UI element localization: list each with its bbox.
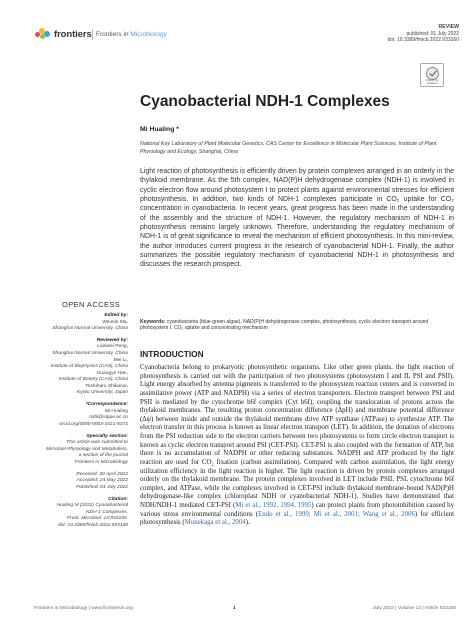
reviewed-by-block — [4, 338, 128, 397]
author-affiliation: National Key Laboratory of Plant Molecular Genetics, CAS Center for Excellence in Molecular Plant Sciences, Institute of Plant Physiology and Ecology, Shanghai, China — [140, 141, 437, 155]
introduction-heading: INTRODUCTION — [140, 349, 204, 359]
published-date: published: 01 July 2022 — [406, 30, 459, 37]
specialty-label: Specialty section: — [86, 433, 128, 439]
citation-line: Hualing M (2022) Cyanobacterial — [56, 503, 128, 509]
check-for-updates-badge[interactable] — [420, 63, 444, 87]
check-badge-label: Check for updates — [425, 78, 439, 86]
edited-by-block — [4, 313, 128, 333]
reviewer-name: Mei Li, — [113, 357, 128, 363]
keywords-text: cyanobacteria (blue-green algae), NAD(P)H dehydrogenase complex, photosynthesis, cyclic electron transport around photosystem I, CO₂ uptake and concentrating mechanism — [140, 319, 429, 332]
author-name[interactable]: Mi Hualing * — [140, 126, 179, 133]
edited-by-label: Edited by: — [104, 313, 128, 318]
published-date-sidebar: Published: 01 July 2022 — [76, 484, 128, 490]
reviewer-name: Lianwei Peng, — [97, 344, 128, 350]
journal-name[interactable]: Frontiers in Microbiology — [96, 31, 167, 38]
reviewer-name: Toshiharu Shikanai, — [85, 383, 128, 389]
correspondent-name: Mi Hualing — [104, 408, 128, 414]
editor-name: Weimin Ma, — [102, 319, 128, 325]
footer-journal[interactable]: Frontiers in Microbiology | www.frontiersin.org — [34, 606, 133, 611]
accepted-date: Accepted: 24 May 2022 — [76, 478, 128, 484]
received-date: Received: 30 April 2022 — [76, 471, 128, 477]
open-access-label: OPEN ACCESS — [62, 300, 121, 309]
specialty-line: This article was submitted to — [66, 440, 128, 446]
logo-text: frontiers — [54, 28, 92, 40]
specialty-line: Frontiers in Microbiology — [74, 459, 128, 465]
article-title: Cyanobacterial NDH-1 Complexes — [140, 93, 390, 110]
specialty-block — [4, 434, 128, 467]
citation-link[interactable]: Munekaga et al., 2004 — [184, 519, 246, 527]
page-header — [0, 0, 474, 86]
keywords — [140, 319, 450, 332]
page-number: 1 — [233, 606, 236, 611]
citation-block — [4, 497, 128, 530]
doi[interactable]: doi: 10.3389/fmicb.2022.933160 — [387, 37, 459, 44]
citation-link[interactable]: Endo et al., 1999; Mi et al., 2001; Wang et al., 2006 — [258, 510, 415, 518]
citation-link[interactable]: Mi et al., 1992, 1994, 1995 — [235, 502, 312, 509]
editor-affiliation: Shanghai Normal University, China — [52, 326, 128, 332]
article-info-sidebar — [4, 313, 128, 535]
specialty-line: a section of the journal — [78, 453, 128, 459]
introduction-body: Cyanobacteria belong to prokaryotic photosynthetic organisms. Like other green plants, the light reaction of photosynthesis is carried out with the participation of two photosystems (photosystem I and II, PSI and PSII). Light energy absorbed by antenna pigments is transferred to the photosystem reaction centers and is converted to assimilative power (ATP and NADPH) via a series of electron transporters. Electron transport between PSI and PSII is mediated by the cytochrome b6f complex (Cyt b6f), coupling the translocation of protons across the thylakoid membranes. The resulting proton concentration difference (ΔpH) and membrane potential difference (Δψ) between inside and outside the thylakoid membrane drive ATP synthase (ATPase) to synthesize ATP. The electron transfer in this process is known as linear electron transport (LET). In addition, the donation of electrons from the PSI reduction side to the electron carriers between two photosystems to form circle electron transport is known as cyclic electron transport around PSI (CET-PSI). CET-PSI is also coupled with the formation of ATP, but there is no accumulation of NADPH or other reducing substances. NADPH and ATP produced by the light reaction are used for CO₂ fixation (carbon assimilation). Compared with carbon assimilation, the light energy utilization efficiency in the light reaction is higher. The light reaction is driven by protein complexes arranged orderly on the thylakoid membrane. The protein complexes involved in LET include PSII, PSI, cytochrome b6f complex, and ATPase, while the complexes involved in CET-PSI include thylakoid membrane-bound NAD(P)H dehydrogenase-like complex (chloroplast NDH or cyanobacterial NDH-1). Studies have demonstrated that NDH/NDH-1 mediated CET-PSI (Mi et al., 1992, 1994, 1995) can protect plants from photoinhibition caused by various stress environmental conditions (Endo et al., 1999; Mi et al., 2001; Wang et al., 2006) for efficient photosynthesis (Munekaga et al., 2004). — [140, 364, 455, 527]
reviewed-by-label: Reviewed by: — [96, 337, 128, 343]
citation-line: Front. Microbiol. 13:933160. — [67, 516, 128, 522]
reviewer-affiliation: Institute of Botany (CAS), China — [58, 377, 128, 383]
abstract: Light reaction of photosynthesis is efficiently driven by protein complexes arranged in an orderly in the thylakoid membrane. As the 5th complex, NAD(P)H dehydrogenase complex (NDH-1) is involved in cyclic electron flow around photosystem I to protect plants against environmental stresses for efficient photosynthesis. In addition, two kinds of NDH-1 complexes participate in CO₂ uptake for CO₂ concentration in cyanobacteria. In recent years, great progress has been made in the understanding of the assembly and the structure of NDH-1. However, the regulatory mechanism of NDH-1 in photosynthesis remains largely unknown. Therefore, understanding the regulatory mechanism of NDH-1 is of great significance to reveal the mechanism of efficient photosynthesis. In this mini-review, the author introduces current progress in the research of cyanobacterial NDH-1. Finally, the author summarizes the possible regulatory mechanism of cyanobacterial NDH-1 in photosynthesis and discusses the research prospect. — [140, 168, 454, 269]
frontiers-logo-icon — [35, 28, 51, 40]
article-meta — [388, 24, 459, 44]
specialty-line: Microbial Physiology and Metabolism, — [46, 446, 128, 452]
citation-doi[interactable]: doi: 10.3389/fmicb.2022.933160 — [58, 522, 128, 528]
header-divider — [92, 29, 93, 40]
citation-line: NDH-1 Complexes. — [85, 509, 128, 515]
article-type: REVIEW — [438, 24, 459, 30]
correspondent-orcid[interactable]: orcid.org/0000-0003-1021-8372 — [59, 421, 128, 427]
frontiers-logo[interactable] — [35, 28, 92, 40]
keywords-label: Keywords: — [140, 319, 166, 325]
reviewer-name: Guangye Han, — [96, 370, 128, 376]
citation-label: Citation: — [108, 496, 128, 502]
correspondence-label: *Correspondence: — [85, 402, 128, 408]
correspondence-block — [4, 402, 128, 428]
reviewer-affiliation: Shanghai Normal University, China — [52, 351, 128, 357]
correspondent-email[interactable]: mihl@sippe.ac.cn — [89, 415, 128, 421]
footer-volume: July 2022 | Volume 13 | Article 933160 — [372, 606, 456, 611]
reviewer-affiliation: Institute of Biophysics (CAS), China — [50, 364, 128, 370]
dates-block — [4, 472, 128, 492]
reviewer-affiliation: Kyoto University, Japan — [76, 390, 128, 396]
